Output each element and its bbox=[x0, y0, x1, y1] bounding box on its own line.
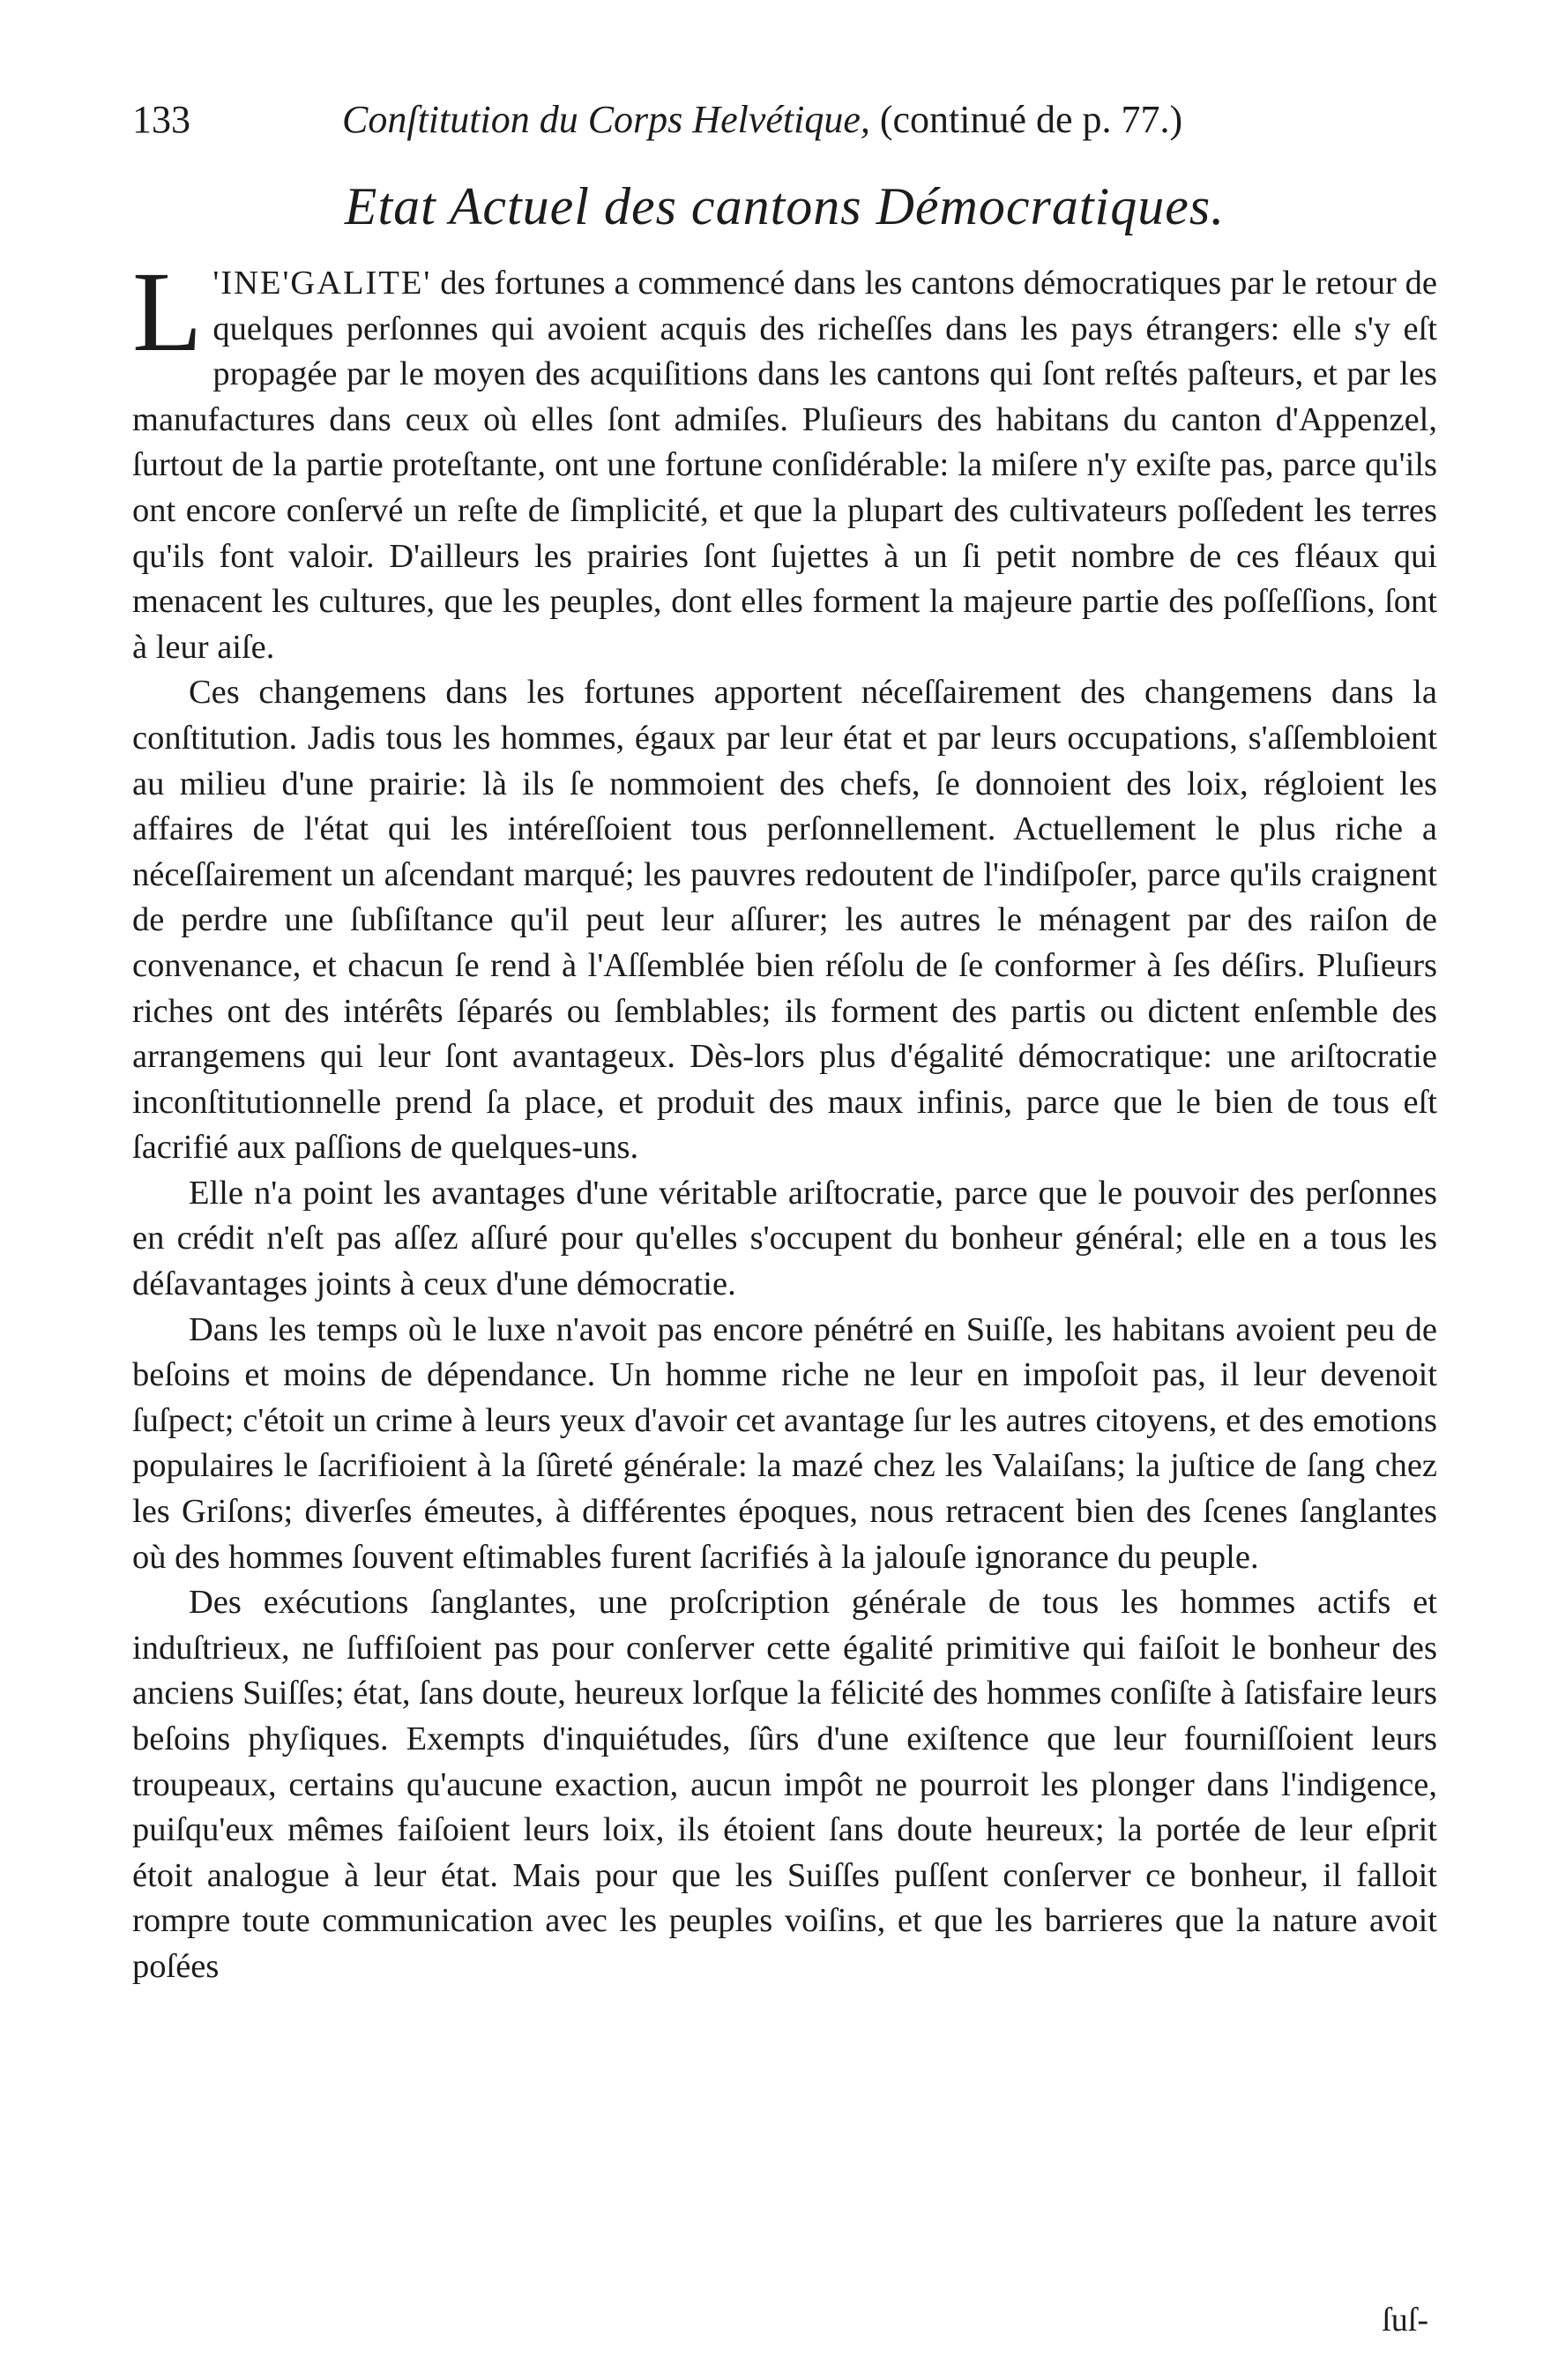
paragraph-2: Ces changemens dans les fortunes apportent néceſſairement des changemens dans la conſtitution. Jadis tous les hommes, égaux par leur état et par leurs occupations, s'aſſembloient au milieu d'une prairie: là ils ſe nommoient des chefs, ſe donnoient des loix, régloient les affaires de l'état qui les intéreſſoient tous perſonnellement. Actuellement le plus riche a néceſſairement un aſcendant marqué; les pauvres redoutent de l'indiſpoſer, parce qu'ils craignent de perdre une ſubſiſtance qu'il peut leur aſſurer; les autres le ménagent par des raiſon de convenance, et chacun ſe rend à l'Aſſemblée bien réſolu de ſe conformer à ſes déſirs. Pluſieurs riches ont des intérêts ſéparés ou ſemblables; ils forment des partis ou dictent enſemble des arrangemens qui leur ſont avantageux. Dès-lors plus d'égalité démocratique: une ariſtocratie inconſtitutionnelle prend ſa place, et produit des maux infinis, parce que le bien de tous eſt ſacrifié aux paſſions de quelques-uns. bbox=[132, 674, 1437, 1167]
paragraph-1 bbox=[132, 249, 1437, 670]
running-title-italic: Conſtitution du Corps Helvétique, bbox=[342, 98, 870, 141]
paragraph-4: Dans les temps où le luxe n'avoit pas encore pénétré en Suiſſe, les habitans avoient peu de beſoins et moins de dépendance. Un homme riche ne leur en impoſoit pas, il leur devenoit ſuſpect; c'étoit un crime à leurs yeux d'avoir cet avantage ſur les autres citoyens, et des emotions populaires le ſacrifioient à la ſûreté générale: la mazé chez les Valaiſans; la juſtice de ſang chez les Griſons; diverſes émeutes, à différentes époques, nous retracent bien des ſcenes ſanglantes où des hommes ſouvent eſtimables furent ſacrifiés à la jalouſe ignorance du peuple. bbox=[132, 1310, 1437, 1576]
drop-cap: L bbox=[132, 249, 203, 376]
book-page bbox=[132, 85, 1437, 2342]
paragraph-3: Elle n'a point les avantages d'une véritable ariſtocratie, parce que le pouvoir des perſonnes en crédit n'eſt pas aſſez aſſuré pour qu'elles s'occupent du bonheur général; elle en a tous les déſavantages joints à ceux d'une démocratie. bbox=[132, 1174, 1437, 1303]
running-title-roman: (continué de p. 77.) bbox=[879, 98, 1183, 141]
section-title: Etat Actuel des cantons Démocratiques. bbox=[344, 177, 1226, 235]
running-head bbox=[132, 85, 1437, 155]
catchword: ſuſ- bbox=[1382, 2302, 1428, 2339]
body-text bbox=[132, 249, 1437, 1990]
paragraph-5: Des exécutions ſanglantes, une proſcription générale de tous les hommes actifs et induſtrieux, ne ſuffiſoient pas pour conſerver cette égalité primitive qui faiſoit le bonheur des anciens Suiſſes; état, ſans doute, heureux lorſque la félicité des hommes conſiſte à ſatisfaire leurs beſoins phyſiques. Exempts d'inquiétudes, ſûrs d'une exiſtence que leur fourniſſoient leurs troupeaux, certains qu'aucune exaction, aucun impôt ne pourroit les plonger dans l'indigence, puiſqu'eux mêmes faiſoient leurs loix, ils étoient ſans doute heureux; la portée de leur eſprit étoit analogue à leur état. Mais pour que les Suiſſes puſſent conſerver ce bonheur, il falloit rompre toute communication avec les peuples voiſins, et que les barrieres que la nature avoit poſées bbox=[132, 1584, 1437, 1985]
first-word: 'INE'GALITE' bbox=[212, 265, 432, 302]
page-number: 133 bbox=[132, 98, 190, 141]
running-title bbox=[342, 85, 1182, 155]
paragraph-text: des fortunes a commencé dans les cantons démocratiques par le retour de quelques perſonnes qui avoient acquis des richeſſes dans les pays étrangers: elle s'y eſt propagée par le moyen des acquiſitions dans les cantons qui ſont reſtés paſteurs, et par les manufactures dans ceux où elles ſont admiſes. Pluſieurs des habitans du canton d'Appenzel, ſurtout de la partie proteſtante, ont une fortune conſidérable: la miſere n'y exiſte pas, parce qu'ils ont encore conſervé un reſte de ſimplicité, et que la plupart des cultivateurs poſſedent les terres qu'ils font valoir. D'ailleurs les prairies ſont ſujettes à un ſi petit nombre de ces fléaux qui menacent les cultures, que les peuples, dont elles forment la majeure partie des poſſeſſions, ſont à leur aiſe. bbox=[132, 265, 1437, 666]
